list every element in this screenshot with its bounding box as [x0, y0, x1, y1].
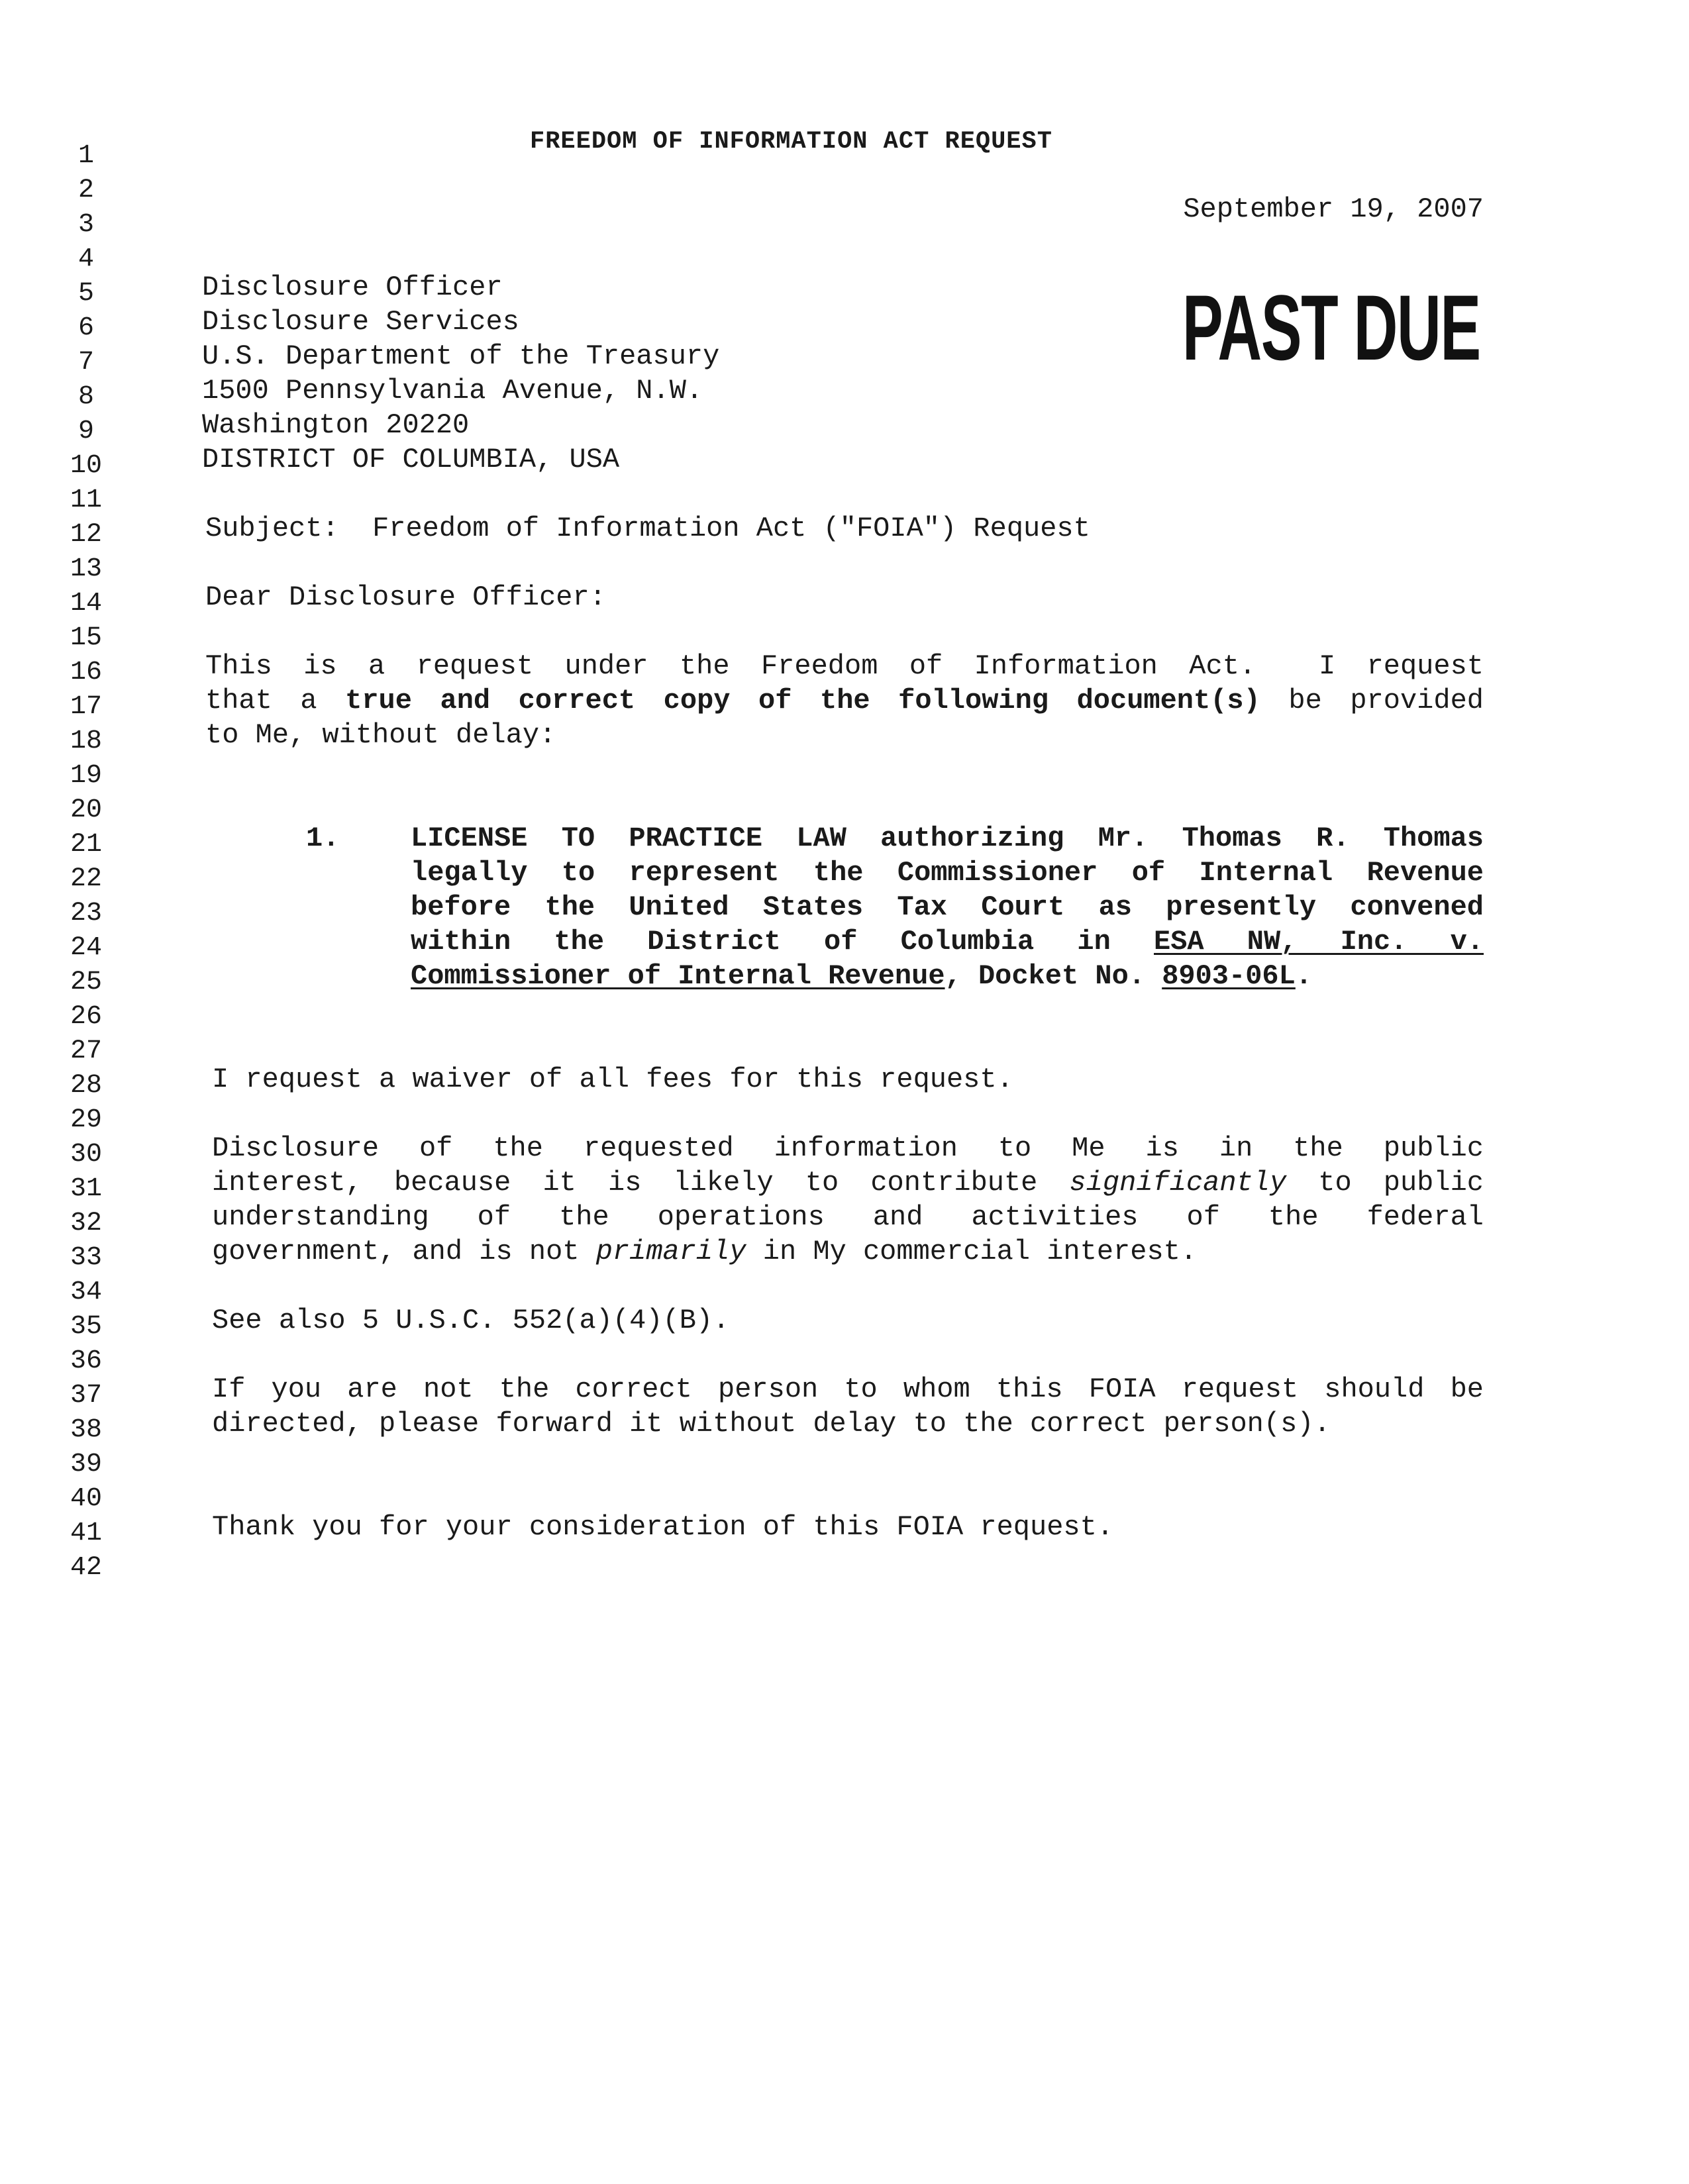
line-number: 19: [70, 761, 102, 791]
paragraph-line: understanding of the operations and activities of the federal: [212, 1201, 1484, 1233]
case-name: Commissioner of Internal Revenue: [411, 960, 945, 992]
subject-text: Freedom of Information Act ("FOIA") Request: [372, 513, 1090, 544]
line-number: 33: [70, 1243, 102, 1273]
line-number: 13: [70, 554, 102, 584]
paragraph-line: interest, because it is likely to contribute significantly to public: [212, 1167, 1484, 1199]
subject-line: [205, 511, 1090, 546]
line-number: 21: [70, 830, 102, 860]
line-number: 37: [70, 1381, 102, 1411]
past-due-stamp: PAST DUE: [1182, 275, 1480, 379]
line-number: 16: [70, 658, 102, 687]
item-line: Commissioner of Internal Revenue, Docket No. 8903-06L.: [411, 960, 1313, 992]
line-number: 40: [70, 1484, 102, 1514]
bold-phrase: true and correct copy of the following document(s): [345, 685, 1260, 717]
line-number: 35: [70, 1312, 102, 1342]
paragraph-line: Disclosure of the requested information to Me is in the public: [212, 1132, 1484, 1164]
line-number: 30: [70, 1140, 102, 1169]
address-line: Washington 20220: [202, 409, 470, 441]
paragraph-line: that a true and correct copy of the following document(s) be provided: [205, 685, 1484, 717]
item-line: within the District of Columbia in ESA NW, Inc. v.: [411, 926, 1484, 958]
line-number: 34: [70, 1277, 102, 1307]
line-number: 5: [77, 279, 94, 309]
line-number: 39: [70, 1450, 102, 1479]
document-date: September 19, 2007: [1183, 193, 1484, 225]
subject-label: Subject:: [205, 513, 339, 544]
item-number: 1.: [306, 822, 340, 854]
paragraph-line: directed, please forward it without delay to the correct person(s).: [212, 1408, 1331, 1440]
emphasis: significantly: [1069, 1167, 1287, 1199]
salutation: Dear Disclosure Officer:: [205, 581, 606, 613]
line-number: 11: [70, 485, 102, 515]
line-number: 24: [70, 933, 102, 963]
address-line: Disclosure Services: [202, 306, 519, 338]
address-line: U.S. Department of the Treasury: [202, 340, 720, 372]
line-number: 14: [70, 589, 102, 619]
address-line: DISTRICT OF COLUMBIA, USA: [202, 444, 620, 475]
line-number: 29: [70, 1105, 102, 1135]
line-number: 8: [77, 382, 94, 412]
line-number: 32: [70, 1209, 102, 1238]
paragraph-line: government, and is not primarily in My commercial interest.: [212, 1236, 1198, 1267]
line-number: 26: [70, 1002, 102, 1032]
line-number: 2: [77, 175, 94, 205]
line-number: 27: [70, 1036, 102, 1066]
line-number: 18: [70, 726, 102, 756]
emphasis: primarily: [595, 1236, 746, 1267]
line-number: 4: [77, 244, 94, 274]
line-number: 23: [70, 899, 102, 928]
line-number: 1: [77, 141, 94, 171]
docket-number: 8903-06L: [1162, 960, 1296, 992]
line-number: 36: [70, 1346, 102, 1376]
closing-thanks: Thank you for your consideration of this FOIA request.: [212, 1511, 1114, 1543]
line-number: 42: [70, 1553, 102, 1583]
line-number: 3: [77, 210, 94, 240]
line-number: 17: [70, 692, 102, 722]
line-number: 41: [70, 1518, 102, 1548]
line-number: 6: [77, 313, 94, 343]
address-line: 1500 Pennsylvania Avenue, N.W.: [202, 375, 703, 407]
line-number: 25: [70, 968, 102, 997]
line-number: 7: [77, 348, 94, 377]
fee-waiver-request: I request a waiver of all fees for this request.: [212, 1064, 1013, 1095]
paragraph-line: This is a request under the Freedom of Information Act. I request: [205, 650, 1484, 682]
line-number: 15: [70, 623, 102, 653]
item-line: before the United States Tax Court as presently convened: [411, 891, 1484, 923]
line-number: 31: [70, 1174, 102, 1204]
item-line: LICENSE TO PRACTICE LAW authorizing Mr. Thomas R. Thomas: [411, 822, 1484, 854]
line-number: 38: [70, 1415, 102, 1445]
paragraph-line: If you are not the correct person to whom this FOIA request should be: [212, 1373, 1484, 1405]
item-line: legally to represent the Commissioner of Internal Revenue: [411, 857, 1484, 889]
address-line: Disclosure Officer: [202, 272, 503, 303]
line-number: 12: [70, 520, 102, 550]
line-number: 28: [70, 1071, 102, 1101]
line-number: 9: [77, 417, 94, 446]
line-number: 22: [70, 864, 102, 894]
document-title: FREEDOM OF INFORMATION ACT REQUEST: [530, 128, 1052, 156]
statute-reference: See also 5 U.S.C. 552(a)(4)(B).: [212, 1305, 730, 1336]
paragraph-line: to Me, without delay:: [205, 719, 556, 751]
case-name: ESA NW, Inc. v.: [1154, 926, 1484, 958]
line-number: 10: [70, 451, 102, 481]
line-number: 20: [70, 795, 102, 825]
